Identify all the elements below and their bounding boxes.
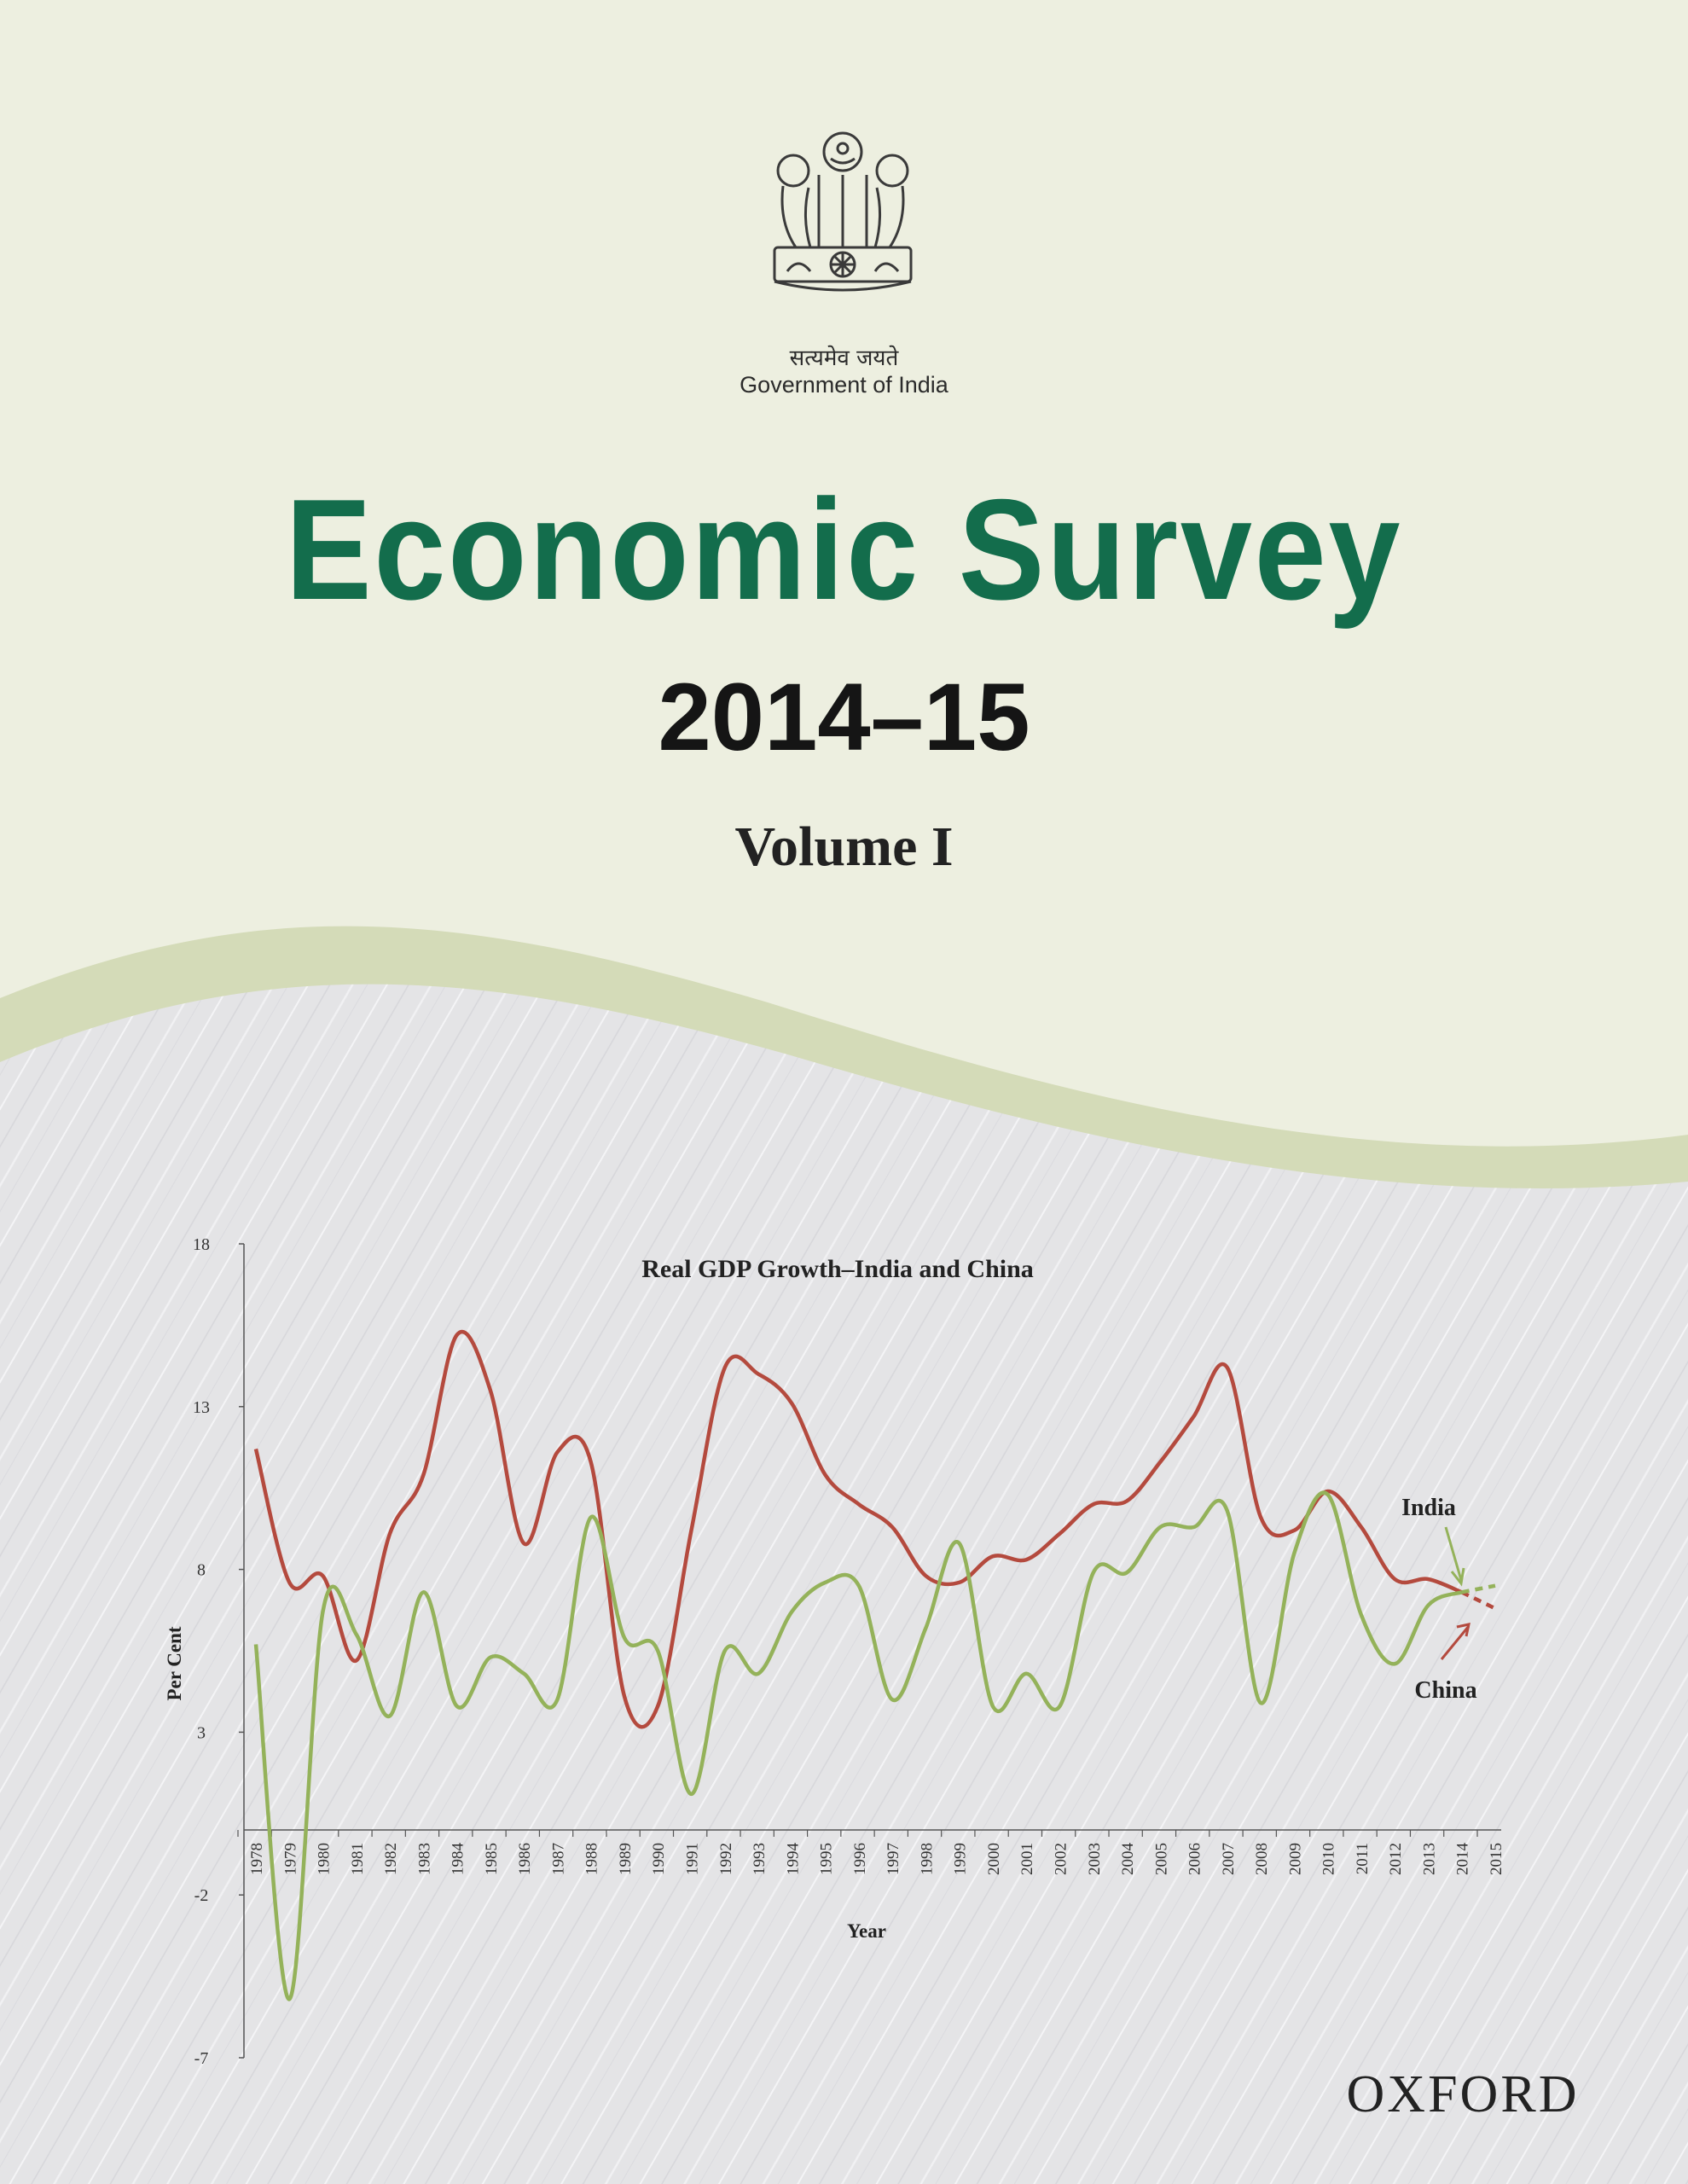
x-tick-label: 1989 (616, 1843, 635, 1875)
series-line-china (256, 1332, 1462, 1727)
x-tick-label: 2004 (1119, 1843, 1138, 1875)
x-tick-label: 2007 (1219, 1843, 1238, 1875)
series-layer (256, 1332, 1495, 1999)
india-callout-label: India (1401, 1495, 1456, 1521)
y-tick-label: 8 (197, 1560, 206, 1580)
y-ticks (193, 1235, 244, 2068)
x-tick-label: 1993 (751, 1843, 769, 1875)
x-tick-label: 2005 (1152, 1843, 1171, 1875)
y-tick-label: 18 (193, 1235, 210, 1254)
x-tick-label: 1987 (549, 1843, 568, 1875)
year-label: 2014–15 (658, 664, 1030, 770)
x-tick-label: 2003 (1085, 1843, 1104, 1875)
x-tick-label: 1994 (784, 1843, 803, 1875)
x-tick-label: 1980 (315, 1843, 334, 1875)
series-projection-china (1462, 1592, 1495, 1608)
x-tick-label: 1985 (482, 1843, 501, 1875)
x-tick-label: 2002 (1052, 1843, 1070, 1875)
chart-title: Real GDP Growth–India and China (641, 1255, 1034, 1283)
x-tick-label: 2006 (1186, 1843, 1204, 1875)
x-tick-label: 2008 (1253, 1843, 1272, 1875)
publisher-logo: OXFORD (1346, 2065, 1580, 2123)
y-tick-label: 3 (197, 1723, 206, 1743)
x-tick-label: 1982 (382, 1843, 401, 1875)
x-tick-label: 1983 (415, 1843, 434, 1875)
x-tick-label: 2009 (1286, 1843, 1305, 1875)
government-label: Government of India (740, 372, 948, 398)
page-title: Economic Survey (285, 469, 1403, 630)
x-tick-label: 2001 (1018, 1843, 1037, 1875)
x-tick-label: 2014 (1453, 1843, 1472, 1875)
x-tick-label: 1984 (449, 1843, 467, 1875)
x-ticks (238, 1830, 1505, 1875)
x-tick-label: 2015 (1488, 1843, 1505, 1875)
y-axis-title: Per Cent (164, 1626, 185, 1701)
china-callout-label: China (1414, 1677, 1477, 1704)
y-tick-label: 13 (193, 1397, 210, 1417)
x-tick-label: 1999 (951, 1843, 970, 1875)
x-tick-label: 2013 (1420, 1843, 1439, 1875)
x-tick-label: 1991 (683, 1843, 702, 1875)
x-tick-label: 1978 (248, 1843, 266, 1875)
y-tick-label: -7 (194, 2049, 209, 2068)
x-tick-label: 1979 (281, 1843, 300, 1875)
x-tick-label: 2012 (1387, 1843, 1406, 1875)
x-tick-label: 1990 (650, 1843, 669, 1875)
x-tick-label: 1988 (583, 1843, 601, 1875)
x-tick-label: 2010 (1320, 1843, 1338, 1875)
china-callout-arrow (1441, 1626, 1469, 1659)
x-tick-label: 1995 (817, 1843, 836, 1875)
x-tick-label: 2011 (1353, 1843, 1372, 1875)
x-tick-label: 1996 (850, 1843, 869, 1875)
x-tick-label: 1981 (348, 1843, 367, 1875)
x-tick-label: 1986 (516, 1843, 535, 1875)
x-axis-title: Year (847, 1920, 886, 1942)
x-tick-label: 1992 (716, 1843, 735, 1875)
x-tick-label: 1997 (885, 1843, 903, 1875)
x-tick-label: 2000 (984, 1843, 1003, 1875)
series-projection-india (1462, 1586, 1495, 1593)
y-tick-label: -2 (194, 1886, 209, 1906)
motto: सत्यमेव जयते (789, 346, 899, 371)
volume-label: Volume I (734, 816, 954, 878)
x-tick-label: 1998 (918, 1843, 937, 1875)
